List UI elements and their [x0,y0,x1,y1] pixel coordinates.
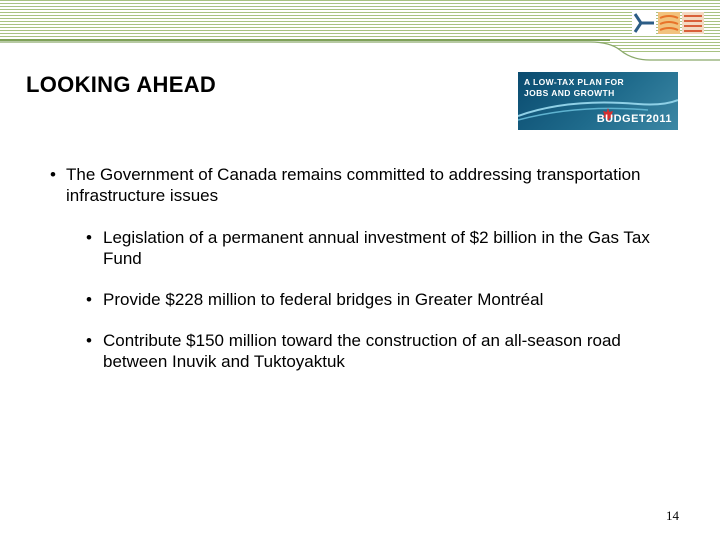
budget-badge [518,72,678,130]
bullet-text: The Government of Canada remains committed to addressing transportation infrastructure issues [66,165,641,205]
badge-line-1: A LOW-TAX PLAN FOR [524,77,625,87]
header-curve [0,36,720,76]
badge-year-label: BUDGET2011 [596,113,672,125]
slide-title: LOOKING AHEAD [26,72,217,97]
sub-bullet-item [86,289,686,310]
sub-bullet-item [86,330,686,372]
bullet-dot: • [86,290,92,309]
badge-line-2: JOBS AND GROWTH [524,88,615,98]
bullet-text: Contribute $150 million toward the construction of an all-season road between Inuvik and Tuktoyaktuk [103,331,621,371]
government-emblem-icon [632,10,706,36]
bullet-item [50,164,650,206]
bullet-dot: • [86,228,92,247]
sub-bullet-item [86,227,686,269]
bullet-dot: • [86,331,92,350]
page-number: 14 [666,508,679,523]
bullet-dot: • [50,165,56,184]
bullet-text: Provide $228 million to federal bridges in Greater Montréal [103,290,544,309]
bullet-text: Legislation of a permanent annual investment of $2 billion in the Gas Tax Fund [103,228,650,268]
